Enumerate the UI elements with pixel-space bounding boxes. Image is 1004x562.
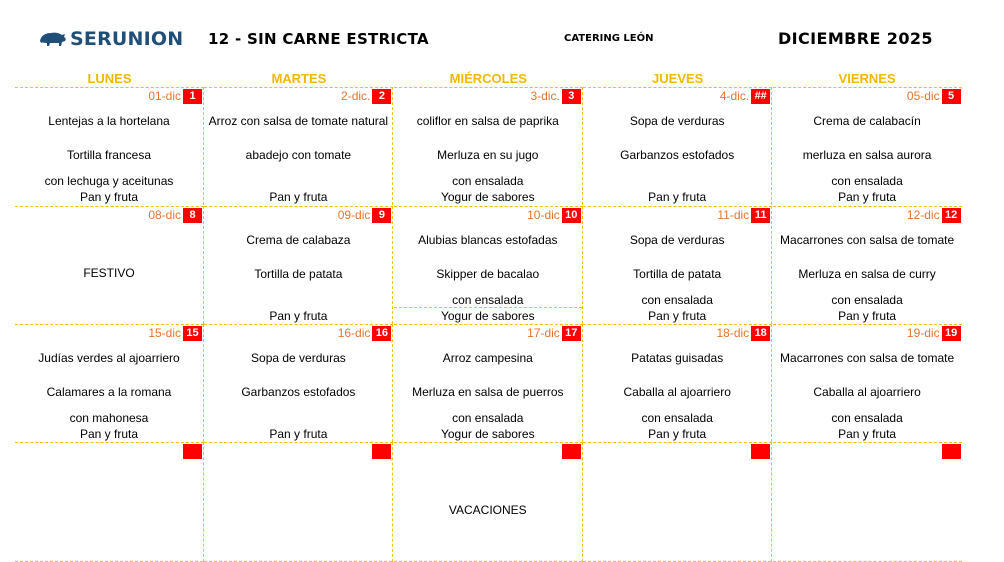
day-cell — [583, 324, 772, 442]
vacation-cell — [15, 442, 204, 562]
first-course: Macarrones con salsa de tomate — [780, 233, 955, 247]
day-number-badge: 12 — [942, 208, 961, 223]
dessert: Yogur de sabores — [440, 190, 535, 204]
dessert: Pan y fruta — [648, 427, 707, 441]
date-label: 11-dic — [717, 208, 750, 222]
date-label: 3-dic. — [530, 89, 560, 103]
date-label: 16-dic — [337, 326, 371, 340]
bison-icon — [38, 29, 68, 49]
vacation-cell — [204, 442, 393, 562]
day-cell — [773, 206, 962, 324]
day-cell — [773, 324, 962, 442]
first-course: Arroz con salsa de tomate natural — [208, 114, 389, 128]
date-label: 18-dic — [716, 326, 750, 340]
date-label: 2-dic. — [341, 89, 371, 103]
date-label: 01-dic — [148, 89, 181, 103]
first-course: coliflor en salsa de paprika — [416, 114, 559, 128]
second-course: abadejo con tomate — [245, 148, 352, 162]
vacation-cell — [773, 442, 962, 562]
side-dish: con mahonesa — [69, 411, 149, 425]
second-course: Tortilla francesa — [66, 148, 152, 162]
first-course: Alubias blancas estofadas — [418, 233, 558, 247]
logo-text: SERUNION — [70, 28, 184, 50]
side-dish: con ensalada — [831, 293, 903, 307]
menu-title: 12 - SIN CARNE ESTRICTA — [208, 30, 429, 48]
dessert: Pan y fruta — [79, 190, 139, 204]
second-course: Merluza en su jugo — [437, 148, 539, 162]
day-number-badge: 15 — [183, 326, 202, 341]
day-cell — [15, 206, 204, 324]
day-number-badge: 2 — [372, 89, 391, 104]
second-course: Tortilla de patata — [254, 267, 343, 281]
date-label: 17-dic — [527, 326, 560, 340]
second-course: Caballa al ajoarriero — [813, 385, 921, 399]
second-course: Tortilla de patata — [633, 267, 722, 281]
dessert: Yogur de sabores — [440, 427, 535, 441]
dessert: Pan y fruta — [269, 309, 328, 323]
dessert: Pan y fruta — [269, 190, 328, 204]
day-number-badge — [751, 444, 770, 459]
side-dish: con lechuga y aceitunas — [44, 174, 174, 188]
day-header-3: JUEVES — [583, 70, 772, 88]
day-cell — [204, 206, 393, 324]
vacation-cell — [583, 442, 772, 562]
catering-name: CATERING LEÓN — [564, 33, 654, 44]
dessert: Pan y fruta — [838, 309, 897, 323]
date-label: 19-dic — [906, 326, 940, 340]
day-cell — [15, 87, 204, 205]
dessert: Pan y fruta — [648, 309, 707, 323]
first-course: Sopa de verduras — [629, 233, 725, 247]
day-header-1: MARTES — [204, 70, 393, 88]
day-number-badge: 17 — [562, 326, 581, 341]
first-course: Macarrones con salsa de tomate — [780, 351, 955, 365]
day-header-0: LUNES — [15, 70, 204, 88]
first-course: Patatas guisadas — [631, 351, 724, 365]
day-number-badge: 19 — [942, 326, 961, 341]
day-header-4: VIERNES — [773, 70, 962, 88]
date-label: 05-dic — [906, 89, 940, 103]
day-number-badge: 18 — [751, 326, 770, 341]
second-course: merluza en salsa aurora — [802, 148, 932, 162]
second-course: Garbanzos estofados — [241, 385, 356, 399]
first-course: Crema de calabacín — [813, 114, 921, 128]
cell-divider — [394, 307, 582, 308]
date-label: 15-dic — [148, 326, 181, 340]
second-course: Garbanzos estofados — [620, 148, 735, 162]
second-course: Calamares a la romana — [46, 385, 172, 399]
day-cell — [394, 87, 583, 205]
first-course: Lentejas a la hortelana — [48, 114, 170, 128]
day-number-badge: 8 — [183, 208, 202, 223]
day-number-badge — [942, 444, 961, 459]
second-course: Merluza en salsa de puerros — [412, 385, 564, 399]
day-header-2: MIÉRCOLES — [394, 70, 583, 88]
first-course: Arroz campesina — [442, 351, 533, 365]
day-cell — [204, 87, 393, 205]
day-number-badge — [183, 444, 202, 459]
day-number-badge: 5 — [942, 89, 961, 104]
day-number-badge — [372, 444, 391, 459]
vacation-label: VACACIONES — [448, 503, 527, 517]
side-dish: con ensalada — [452, 293, 524, 307]
day-number-badge — [562, 444, 581, 459]
dessert: Pan y fruta — [838, 190, 897, 204]
first-course: Sopa de verduras — [629, 114, 725, 128]
side-dish: con ensalada — [641, 293, 713, 307]
day-cell — [15, 324, 204, 442]
side-dish: con ensalada — [831, 411, 903, 425]
day-cell — [583, 206, 772, 324]
day-number-badge: 10 — [562, 208, 581, 223]
day-cell — [394, 206, 583, 324]
dessert: Pan y fruta — [838, 427, 897, 441]
dessert: Pan y fruta — [79, 427, 139, 441]
serunion-logo — [38, 28, 183, 50]
day-number-badge: 1 — [183, 89, 202, 104]
date-label: 09-dic — [337, 208, 371, 222]
side-dish: con ensalada — [452, 411, 524, 425]
first-course: Sopa de verduras — [251, 351, 346, 365]
side-dish: con ensalada — [641, 411, 713, 425]
day-cell — [204, 324, 393, 442]
month-title: DICIEMBRE 2025 — [778, 29, 933, 48]
first-course: Judías verdes al ajoarriero — [38, 351, 180, 365]
day-cell — [394, 324, 583, 442]
side-dish: con ensalada — [452, 174, 524, 188]
day-number-badge: 11 — [751, 208, 770, 223]
first-course: Crema de calabaza — [246, 233, 351, 247]
day-number-badge: 3 — [562, 89, 581, 104]
holiday-label: FESTIVO — [83, 266, 135, 280]
day-cell — [583, 87, 772, 205]
date-label: 12-dic — [906, 208, 940, 222]
dessert: Yogur de sabores — [440, 309, 535, 323]
date-label: 08-dic — [148, 208, 181, 222]
vacation-cell — [394, 442, 583, 562]
dessert: Pan y fruta — [269, 427, 328, 441]
date-label: 10-dic — [527, 208, 560, 222]
day-number-badge: ## — [751, 89, 770, 104]
second-course: Skipper de bacalao — [436, 267, 540, 281]
day-number-badge: 9 — [372, 208, 391, 223]
day-number-badge: 16 — [372, 326, 391, 341]
side-dish: con ensalada — [831, 174, 903, 188]
second-course: Merluza en salsa de curry — [798, 267, 936, 281]
dessert: Pan y fruta — [648, 190, 707, 204]
day-cell — [773, 87, 962, 205]
date-label: 4-dic. — [719, 89, 750, 103]
second-course: Caballa al ajoarriero — [623, 385, 731, 399]
